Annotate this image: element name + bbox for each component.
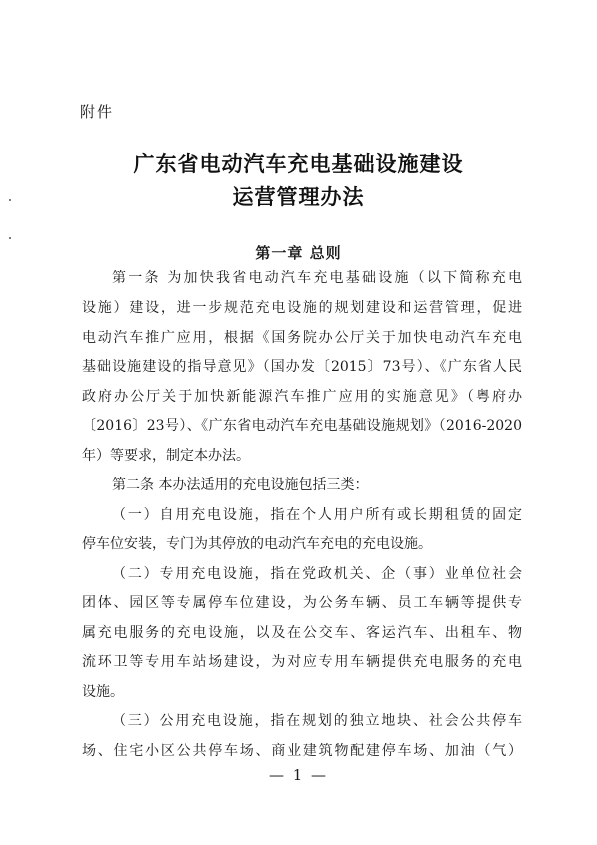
chapter-heading: 第一章 总则 bbox=[255, 244, 342, 262]
body-line: （一）自用充电设施，指在个人用户所有或长期租赁的固定 bbox=[112, 507, 522, 523]
body-line: 第二条 本办法适用的充电设施包括三类： bbox=[112, 477, 369, 493]
body-line: 第一条 为加快我省电动汽车充电基础设施（以下简称充电 bbox=[112, 270, 522, 286]
body-line: 设施。 bbox=[82, 684, 124, 700]
body-line: 停车位安装，专门为其停放的电动汽车充电的充电设施。 bbox=[82, 536, 432, 552]
body-line: 团体、园区等专属停车位建设，为公务车辆、员工车辆等提供专 bbox=[82, 595, 522, 611]
document-title-line-1: 广东省电动汽车充电基础设施建设 bbox=[133, 152, 464, 176]
document-title-line-2: 运营管理办法 bbox=[232, 185, 365, 209]
body-line: 设施）建设，进一步规范充电设施的规划建设和运营管理，促进 bbox=[82, 300, 522, 316]
body-line: 场、住宅小区公共停车场、商业建筑物配建停车场、加油（气） bbox=[82, 743, 522, 759]
body-line: 电动汽车推广应用，根据《国务院办公厅关于加快电动汽车充电 bbox=[82, 330, 522, 346]
attachment-label: 附件 bbox=[80, 103, 115, 121]
body-line: 流环卫等专用车站场建设，为对应专用车辆提供充电服务的充电 bbox=[82, 654, 522, 670]
body-line: （二）专用充电设施，指在党政机关、企（事）业单位社会 bbox=[112, 566, 522, 582]
body-line: 属充电服务的充电设施，以及在公交车、客运汽车、出租车、物 bbox=[82, 625, 522, 641]
body-line: 〔2016〕23号）、《广东省电动汽车充电基础设施规划》（2016-2020 bbox=[82, 418, 522, 434]
scan-mark bbox=[9, 237, 11, 239]
body-line: 年）等要求，制定本办法。 bbox=[82, 448, 250, 464]
page-number: — 1 — bbox=[268, 766, 329, 784]
body-line: 政府办公厅关于加快新能源汽车推广应用的实施意见》（粤府办 bbox=[82, 389, 522, 405]
body-line: （三）公用充电设施，指在规划的独立地块、社会公共停车 bbox=[112, 713, 522, 729]
body-line: 基础设施建设的指导意见》（国办发〔2015〕73号）、《广东省人民 bbox=[82, 359, 522, 375]
